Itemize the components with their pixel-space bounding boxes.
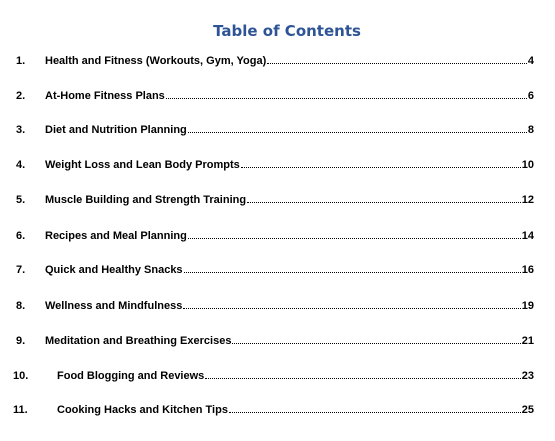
- toc-entry-number: 1.: [16, 55, 26, 67]
- toc-entry-label: Recipes and Meal Planning: [45, 230, 187, 242]
- toc-entry-label: Quick and Healthy Snacks: [45, 264, 183, 276]
- toc-entry-page: 23: [521, 370, 534, 382]
- dot-leader: [241, 167, 521, 168]
- dot-leader: [166, 98, 527, 99]
- toc-entry-page: 19: [521, 300, 534, 312]
- toc-entry-number: 7.: [16, 264, 26, 276]
- toc-entry[interactable]: [0, 90, 555, 108]
- dot-leader: [247, 202, 521, 203]
- toc-entry-number: 6.: [16, 230, 26, 242]
- dot-leader: [229, 412, 521, 413]
- toc-entry-page: 25: [521, 404, 534, 416]
- toc-entry-page: 21: [521, 335, 534, 347]
- toc-entry-label: Food Blogging and Reviews: [57, 370, 205, 382]
- dot-leader: [267, 63, 527, 64]
- toc-entry-line: [45, 264, 534, 276]
- toc-entry-label: At-Home Fitness Plans: [45, 90, 165, 102]
- dot-leader: [205, 378, 520, 379]
- toc-entry-label: Wellness and Mindfulness: [45, 300, 183, 312]
- toc-entry[interactable]: [0, 300, 555, 318]
- dot-leader: [188, 238, 521, 239]
- toc-entry-line: [45, 159, 534, 171]
- toc-entry[interactable]: [0, 335, 555, 353]
- toc-entry-number: 8.: [16, 300, 26, 312]
- toc-entry-number: 2.: [16, 90, 26, 102]
- toc-entry-line: [57, 370, 534, 382]
- toc-entry-line: [45, 90, 534, 102]
- toc-entry-label: Cooking Hacks and Kitchen Tips: [57, 404, 228, 416]
- toc-entry-number: 9.: [16, 335, 26, 347]
- toc-entry[interactable]: [0, 230, 555, 248]
- toc-entry-page: 6: [527, 90, 534, 102]
- toc-entry[interactable]: [0, 404, 555, 422]
- toc-entry-page: 16: [521, 264, 534, 276]
- toc-entry-line: [57, 404, 534, 416]
- toc-entry-number: 5.: [16, 194, 26, 206]
- toc-entry[interactable]: [0, 159, 555, 177]
- toc-entry[interactable]: [0, 124, 555, 142]
- toc-entry-label: Diet and Nutrition Planning: [45, 124, 187, 136]
- toc-entry-line: [45, 55, 534, 67]
- dot-leader: [183, 308, 520, 309]
- toc-entry-label: Muscle Building and Strength Training: [45, 194, 247, 206]
- toc-entry-number: 11.: [13, 404, 28, 416]
- toc-entry-page: 8: [527, 124, 534, 136]
- toc-entry-line: [45, 300, 534, 312]
- toc-entry[interactable]: [0, 194, 555, 212]
- toc-entry[interactable]: [0, 370, 555, 388]
- toc-entry-label: Weight Loss and Lean Body Prompts: [45, 159, 240, 171]
- toc-entry-page: 14: [521, 230, 534, 242]
- toc-entry-number: 3.: [16, 124, 26, 136]
- toc-entry-page: 10: [521, 159, 534, 171]
- toc-entry-line: [45, 335, 534, 347]
- page-title: Table of Contents: [213, 22, 361, 40]
- toc-entry-label: Meditation and Breathing Exercises: [45, 335, 232, 347]
- toc-entry-line: [45, 194, 534, 206]
- toc-entry[interactable]: [0, 55, 555, 73]
- toc-entry-page: 4: [527, 55, 534, 67]
- toc-entry-label: Health and Fitness (Workouts, Gym, Yoga): [45, 55, 267, 67]
- dot-leader: [184, 272, 521, 273]
- toc-entry-number: 10.: [13, 370, 29, 382]
- toc-entry[interactable]: [0, 264, 555, 282]
- dot-leader: [232, 343, 520, 344]
- toc-entry-line: [45, 124, 534, 136]
- dot-leader: [188, 132, 527, 133]
- toc-entry-line: [45, 230, 534, 242]
- toc-entry-number: 4.: [16, 159, 26, 171]
- toc-entry-page: 12: [521, 194, 534, 206]
